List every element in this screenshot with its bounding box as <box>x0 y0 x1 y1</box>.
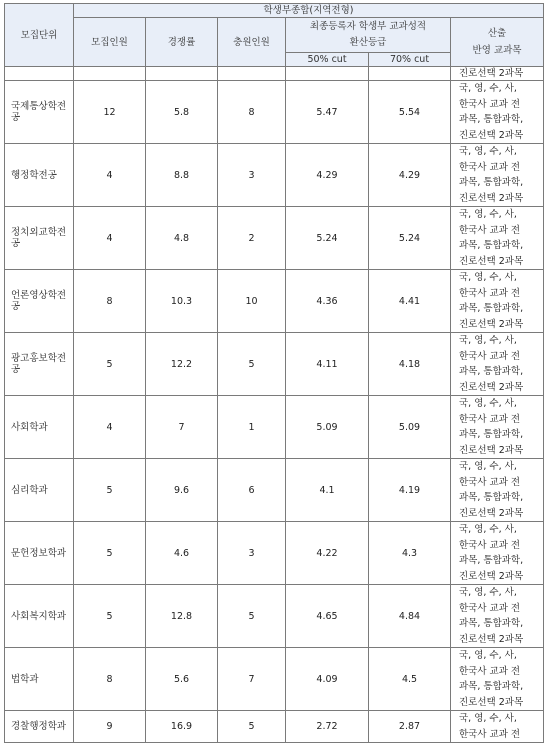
subject-tail: 진로선택 2과목 <box>451 67 544 81</box>
unit-cell: 심리학과 <box>5 459 74 522</box>
competition-cell: 16.9 <box>146 711 218 743</box>
header-subject-line1: 산출 <box>487 28 507 39</box>
subject-cell <box>451 522 544 585</box>
cut70-cell: 4.41 <box>369 270 451 333</box>
table-row <box>5 144 544 207</box>
table-row <box>5 81 544 144</box>
cut70-cell: 5.24 <box>369 207 451 270</box>
competition-cell: 7 <box>146 396 218 459</box>
subject-line: 진로선택 2과목 <box>459 318 524 330</box>
subject-cell <box>451 585 544 648</box>
competition-cell: 4.8 <box>146 207 218 270</box>
subject-line: 진로선택 2과목 <box>459 696 524 708</box>
subject-line: 한국사 교과 전 <box>459 287 521 299</box>
cut50-cell: 2.72 <box>286 711 369 743</box>
unit-cell: 경찰행정학과 <box>5 711 74 743</box>
quota-cell: 12 <box>74 81 146 144</box>
quota-cell: 5 <box>74 459 146 522</box>
cut50-cell: 4.22 <box>286 522 369 585</box>
competition-cell: 5.6 <box>146 648 218 711</box>
table-row <box>5 270 544 333</box>
subject-line: 국, 영, 수, 사, <box>459 209 517 220</box>
cut50-cell: 5.47 <box>286 81 369 144</box>
table-row <box>5 396 544 459</box>
subject-line: 국, 영, 수, 사, <box>459 587 517 598</box>
unit-cell: 문헌정보학과 <box>5 522 74 585</box>
subject-cell <box>451 81 544 144</box>
unit-cell: 사회복지학과 <box>5 585 74 648</box>
table-row <box>5 333 544 396</box>
table-row <box>5 522 544 585</box>
cut50-cell: 4.36 <box>286 270 369 333</box>
cut70-cell: 4.3 <box>369 522 451 585</box>
added-cell: 3 <box>218 522 286 585</box>
competition-cell: 12.8 <box>146 585 218 648</box>
table-row <box>5 585 544 648</box>
cut70-cell: 4.84 <box>369 585 451 648</box>
tail-empty-cell <box>369 67 451 81</box>
subject-line: 진로선택 2과목 <box>459 507 524 519</box>
subject-line: 국, 영, 수, 사, <box>459 335 517 346</box>
cut70-cell: 4.18 <box>369 333 451 396</box>
subject-line: 과목, 통합과학, <box>459 492 524 503</box>
unit-cell: 법학과 <box>5 648 74 711</box>
subject-cell <box>451 144 544 207</box>
subject-cell <box>451 270 544 333</box>
tail-empty-cell <box>5 67 74 81</box>
subject-line: 과목, 통합과학, <box>459 429 524 440</box>
cut70-cell: 5.54 <box>369 81 451 144</box>
subject-cell <box>451 333 544 396</box>
cut50-cell: 5.09 <box>286 396 369 459</box>
subject-line: 국, 영, 수, 사, <box>459 398 517 409</box>
header-cut50: 50% cut <box>286 53 369 67</box>
unit-cell: 국제통상학전공 <box>5 81 74 144</box>
added-cell: 2 <box>218 207 286 270</box>
subject-line: 국, 영, 수, 사, <box>459 650 517 661</box>
subject-line: 한국사 교과 전 <box>459 413 521 425</box>
unit-cell: 행정학전공 <box>5 144 74 207</box>
quota-cell: 5 <box>74 522 146 585</box>
added-cell: 5 <box>218 585 286 648</box>
competition-cell: 4.6 <box>146 522 218 585</box>
cut50-cell: 4.09 <box>286 648 369 711</box>
subject-line: 과목, 통합과학, <box>459 303 524 314</box>
competition-cell: 5.8 <box>146 81 218 144</box>
table-row <box>5 648 544 711</box>
header-unit: 모집단위 <box>5 4 74 67</box>
table-row <box>5 459 544 522</box>
header-added: 충원인원 <box>218 18 286 67</box>
header-cut70: 70% cut <box>369 53 451 67</box>
competition-cell: 12.2 <box>146 333 218 396</box>
subject-line: 과목, 통합과학, <box>459 114 524 125</box>
quota-cell: 4 <box>74 144 146 207</box>
subject-cell <box>451 207 544 270</box>
subject-line: 국, 영, 수, 사, <box>459 461 517 472</box>
cut50-cell: 4.11 <box>286 333 369 396</box>
cut70-cell: 4.5 <box>369 648 451 711</box>
subject-line: 과목, 통합과학, <box>459 177 524 188</box>
header-quota: 모집인원 <box>74 18 146 67</box>
cut50-cell: 4.1 <box>286 459 369 522</box>
added-cell: 3 <box>218 144 286 207</box>
quota-cell: 9 <box>74 711 146 743</box>
subject-line: 한국사 교과 전 <box>459 161 521 173</box>
subject-line: 과목, 통합과학, <box>459 366 524 377</box>
subject-line: 한국사 교과 전 <box>459 539 521 551</box>
added-cell: 10 <box>218 270 286 333</box>
cut70-cell: 4.29 <box>369 144 451 207</box>
tail-empty-cell <box>286 67 369 81</box>
header-grade-title: 최종등록자 학생부 교과성적 환산등급 <box>286 18 451 53</box>
subject-line: 진로선택 2과목 <box>459 633 524 645</box>
competition-cell: 10.3 <box>146 270 218 333</box>
competition-cell: 8.8 <box>146 144 218 207</box>
header-subject-line2: 반영 교과목 <box>472 45 522 56</box>
subject-line: 과목, 통합과학, <box>459 240 524 251</box>
tail-empty-cell <box>146 67 218 81</box>
subject-line: 한국사 교과 전 <box>459 476 521 488</box>
table-row <box>5 711 544 743</box>
cut70-cell: 2.87 <box>369 711 451 743</box>
subject-line: 진로선택 2과목 <box>459 129 524 141</box>
quota-cell: 8 <box>74 648 146 711</box>
unit-cell: 사회학과 <box>5 396 74 459</box>
added-cell: 5 <box>218 711 286 743</box>
admission-results-table <box>4 3 544 743</box>
competition-cell: 9.6 <box>146 459 218 522</box>
header-group: 학생부종합(지역전형) <box>74 4 544 18</box>
subject-line: 국, 영, 수, 사, <box>459 272 517 283</box>
subject-cell <box>451 711 544 743</box>
subject-line: 한국사 교과 전 <box>459 98 521 110</box>
subject-line: 국, 영, 수, 사, <box>459 524 517 535</box>
header-competition: 경쟁률 <box>146 18 218 67</box>
subject-line: 한국사 교과 전 <box>459 728 521 740</box>
subject-line: 진로선택 2과목 <box>459 570 524 582</box>
quota-cell: 5 <box>74 333 146 396</box>
subject-line: 국, 영, 수, 사, <box>459 83 517 94</box>
table-row <box>5 207 544 270</box>
unit-cell: 광고홍보학전공 <box>5 333 74 396</box>
subject-line: 과목, 통합과학, <box>459 618 524 629</box>
tail-empty-cell <box>74 67 146 81</box>
subject-line: 진로선택 2과목 <box>459 192 524 204</box>
cut70-cell: 4.19 <box>369 459 451 522</box>
quota-cell: 4 <box>74 207 146 270</box>
subject-line: 과목, 통합과학, <box>459 555 524 566</box>
cut70-cell: 5.09 <box>369 396 451 459</box>
quota-cell: 5 <box>74 585 146 648</box>
subject-line: 한국사 교과 전 <box>459 665 521 677</box>
unit-cell: 정치외교학전공 <box>5 207 74 270</box>
subject-cell <box>451 459 544 522</box>
added-cell: 8 <box>218 81 286 144</box>
unit-cell: 언론영상학전공 <box>5 270 74 333</box>
quota-cell: 8 <box>74 270 146 333</box>
subject-line: 국, 영, 수, 사, <box>459 713 517 724</box>
quota-cell: 4 <box>74 396 146 459</box>
subject-line: 진로선택 2과목 <box>459 444 524 456</box>
subject-cell <box>451 648 544 711</box>
cut50-cell: 4.29 <box>286 144 369 207</box>
subject-line: 한국사 교과 전 <box>459 602 521 614</box>
added-cell: 5 <box>218 333 286 396</box>
added-cell: 7 <box>218 648 286 711</box>
tail-empty-cell <box>218 67 286 81</box>
subject-line: 한국사 교과 전 <box>459 224 521 236</box>
added-cell: 1 <box>218 396 286 459</box>
subject-line: 진로선택 2과목 <box>459 255 524 267</box>
subject-cell <box>451 396 544 459</box>
cut50-cell: 4.65 <box>286 585 369 648</box>
subject-line: 과목, 통합과학, <box>459 681 524 692</box>
header-subject-title <box>451 18 544 67</box>
subject-line: 한국사 교과 전 <box>459 350 521 362</box>
subject-line: 진로선택 2과목 <box>459 381 524 393</box>
subject-line: 국, 영, 수, 사, <box>459 146 517 157</box>
added-cell: 6 <box>218 459 286 522</box>
cut50-cell: 5.24 <box>286 207 369 270</box>
